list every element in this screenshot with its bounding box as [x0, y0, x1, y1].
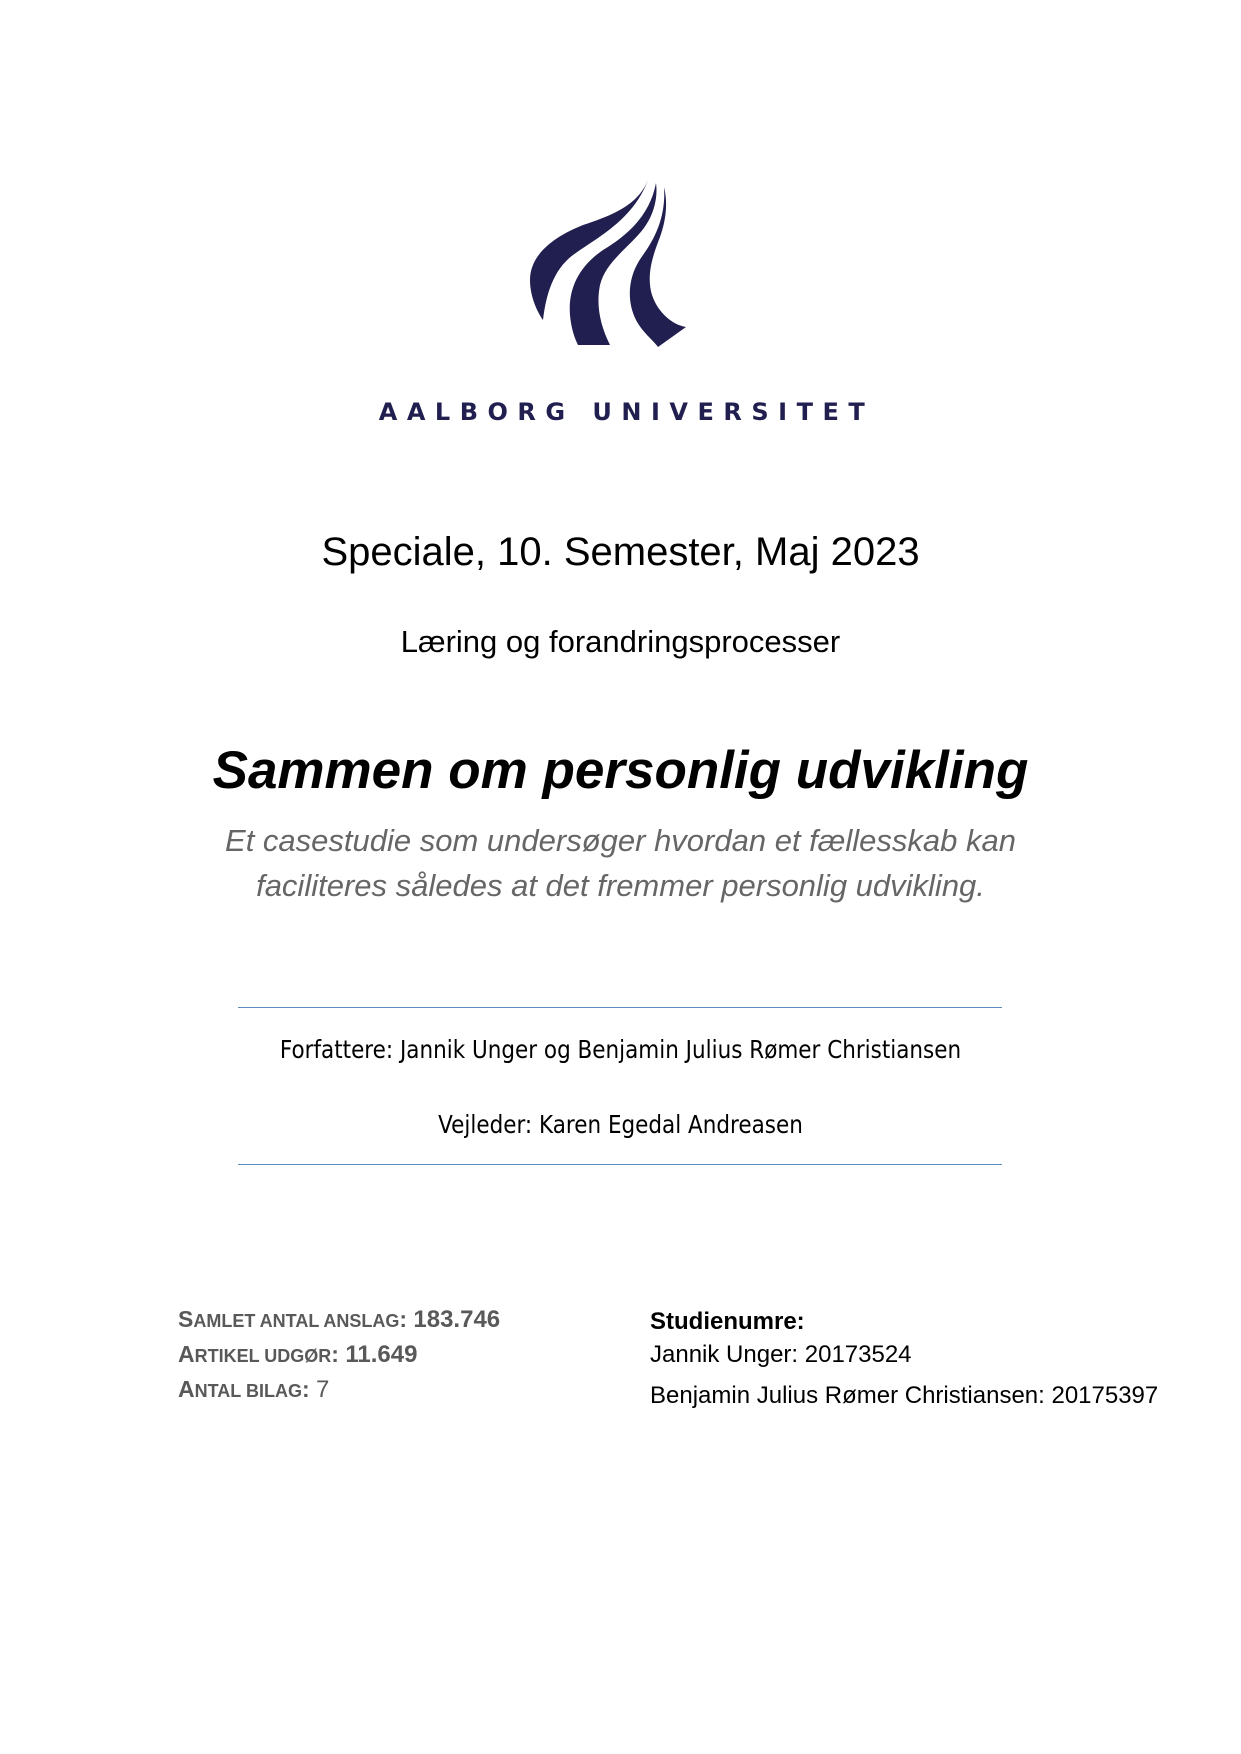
semester-line: Speciale, 10. Semester, Maj 2023: [321, 530, 920, 574]
student-numbers-block: [650, 1305, 1158, 1412]
stat-appendix-count: ANTAL BILAG: 7: [178, 1376, 330, 1403]
stat-character-count: SAMLET ANTAL ANSLAG: 183.746: [178, 1306, 501, 1333]
student-number-entry: Benjamin Julius Rømer Christiansen: 20175397: [650, 1382, 1159, 1409]
stats-block: [178, 1303, 500, 1408]
authors-line: Forfattere: Jannik Unger og Benjamin Julius Rømer Christiansen: [279, 1035, 962, 1064]
stat-article-count: ARTIKEL UDGØR: 11.649: [178, 1341, 418, 1368]
thesis-title: Sammen om personlig udvikling: [212, 741, 1029, 800]
subtitle-line-1: Et casestudie som undersøger hvordan et fællesskab kan: [225, 823, 1016, 858]
subtitle-line-2: faciliteres således at det fremmer personlig udvikling.: [256, 868, 985, 903]
aau-logo-icon: [528, 175, 688, 347]
program-name: Læring og forandringsprocesser: [400, 624, 841, 659]
thesis-subtitle: [0, 818, 1241, 908]
student-numbers-heading: Studienumre:: [650, 1308, 805, 1335]
divider-top: [238, 1007, 1002, 1008]
student-number-entry: Jannik Unger: 20173524: [650, 1341, 912, 1368]
university-name: AALBORG UNIVERSITET: [378, 398, 875, 426]
divider-bottom: [238, 1164, 1002, 1165]
supervisor-line: Vejleder: Karen Egedal Andreasen: [438, 1110, 803, 1139]
